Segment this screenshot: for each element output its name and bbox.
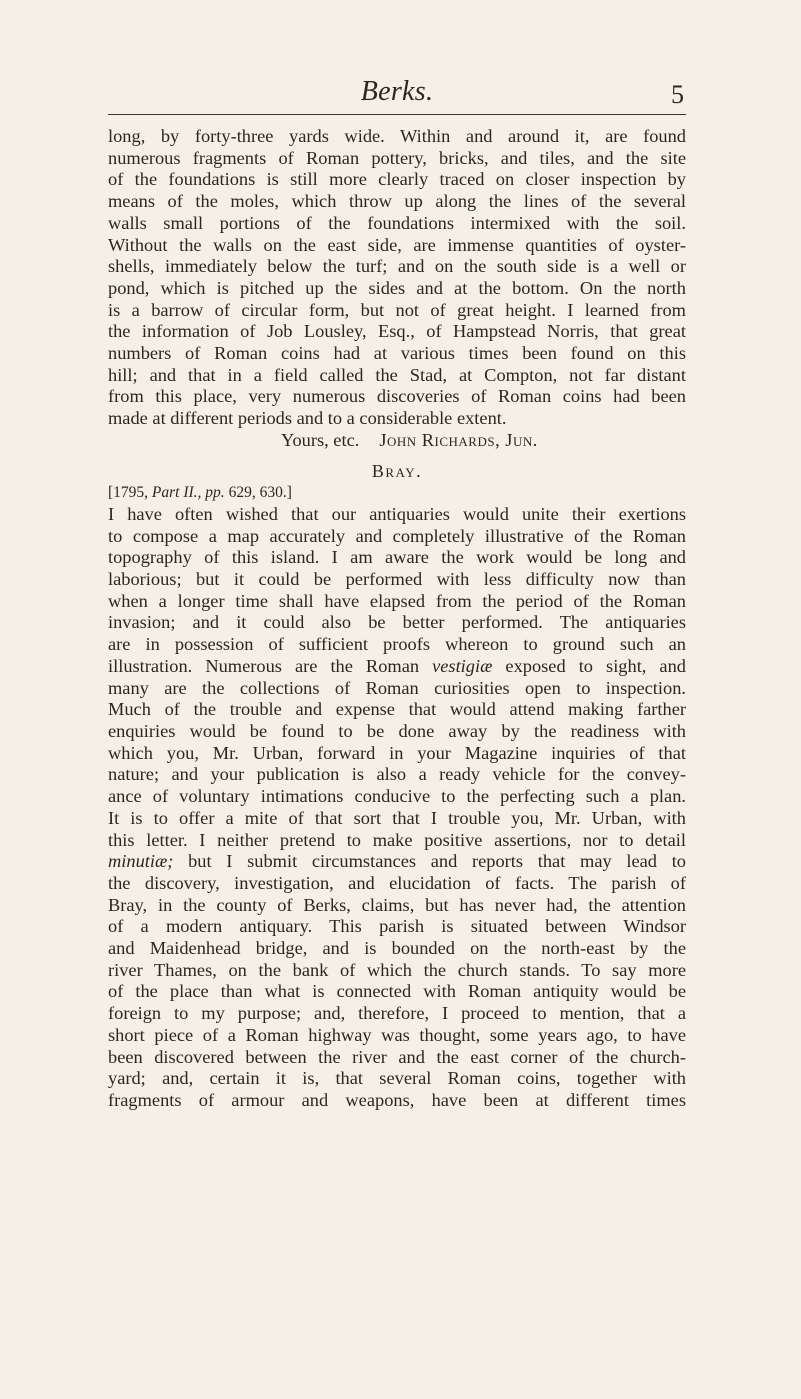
text-line: Bray, in the county of Berks, claims, but has never had, the attention	[108, 894, 686, 915]
vestigiae-after: exposed to sight, and	[492, 655, 686, 676]
page-header	[108, 74, 686, 115]
text-line: of a modern antiquary. This parish is situated between Windsor	[108, 916, 686, 937]
text-line: of the place than what is connected with Roman antiquity would be	[108, 981, 686, 1002]
signature-name: John Richards, Jun.	[379, 429, 538, 450]
text-line: fragments of armour and weapons, have been at different times	[108, 1089, 686, 1110]
text-line: many are the collections of Roman curiosities open to inspection.	[108, 677, 686, 698]
text-line: and Maidenhead bridge, and is bounded on the north-east by the	[108, 938, 686, 959]
text-line: laborious; but it could be performed with less difficulty now than	[108, 569, 686, 590]
text-line: when a longer time shall have elapsed from the period of the Roman	[108, 590, 686, 611]
text-line: which you, Mr. Urban, forward in your Magazine inquiries of that	[108, 742, 686, 763]
vestigiae-before: illustration. Numerous are the Roman	[108, 655, 433, 676]
citation-suffix: 629, 630.]	[224, 484, 292, 502]
text-line: numerous fragments of Roman pottery, bricks, and tiles, and the site	[108, 147, 686, 168]
paragraph-richards-letter	[108, 126, 686, 430]
text-line: foreign to my purpose; and, therefore, I proceed to mention, that a	[108, 1003, 686, 1024]
text-line: the discovery, investigation, and elucidation of facts. The parish of	[108, 872, 686, 893]
minutiae-after: but I submit circumstances and reports that may lead to	[173, 851, 686, 872]
text-line: I have often wished that our antiquaries would unite their exertions	[108, 503, 686, 524]
text-line: to compose a map accurately and completely illustrative of the Roman	[108, 525, 686, 546]
text-line: river Thames, on the bank of which the church stands. To say more	[108, 959, 686, 980]
text-line: pond, which is pitched up the sides and at the bottom. On the north	[108, 277, 686, 298]
text-line: Much of the trouble and expense that would attend making farther	[108, 699, 686, 720]
text-line: from this place, very numerous discoveries of Roman coins had been	[108, 386, 686, 407]
citation-part: Part II., pp.	[151, 484, 225, 502]
text-line: nature; and your publication is also a ready vehicle for the convey-	[108, 764, 686, 785]
text-line	[108, 851, 686, 873]
text-line: Without the walls on the east side, are immense quantities of oyster-	[108, 234, 686, 255]
text-line: hill; and that in a field called the Stad, at Compton, not far distant	[108, 364, 686, 385]
page-body	[108, 126, 686, 1112]
text-line: ance of voluntary intimations conducive to the perfecting such a plan.	[108, 786, 686, 807]
section-heading: Bray.	[371, 460, 423, 481]
text-line: been discovered between the river and the east corner of the church-	[108, 1046, 686, 1067]
text-line	[108, 656, 686, 678]
vestigiae-word: vestigiæ	[432, 655, 493, 676]
text-line: shells, immediately below the turf; and on the south side is a well or	[108, 256, 686, 277]
text-line: yard; and, certain it is, that several Roman coins, together with	[108, 1068, 686, 1089]
text-line: numbers of Roman coins had at various times been found on this	[108, 343, 686, 364]
text-line: short piece of a Roman highway was thought, some years ago, to have	[108, 1024, 686, 1045]
text-line: invasion; and it could also be better performed. The antiquaries	[108, 612, 686, 633]
text-line: enquiries would be found to be done away by the readiness with	[108, 720, 686, 741]
running-title: Berks.	[360, 76, 434, 107]
page-number: 5	[671, 80, 684, 109]
signature-closing: Yours, etc.	[281, 429, 360, 450]
text-line: means of the moles, which throw up along the lines of the several	[108, 191, 686, 212]
text-line: topography of this island. I am aware the work would be long and	[108, 547, 686, 568]
section-citation	[108, 482, 686, 504]
text-line: the information of Job Lousley, Esq., of Hampstead Norris, that great	[108, 321, 686, 342]
signature	[281, 430, 686, 452]
text-line: is a barrow of circular form, but not of great height. I learned from	[108, 299, 686, 320]
text-line: this letter. I neither pretend to make positive assertions, nor to detail	[108, 829, 686, 850]
text-line: of the foundations is still more clearly traced on closer inspection by	[108, 169, 686, 190]
text-line: are in possession of sufficient proofs whereon to ground such an	[108, 634, 686, 655]
text-line: It is to offer a mite of that sort that I trouble you, Mr. Urban, with	[108, 807, 686, 828]
minutiae-word: minutiæ;	[108, 851, 174, 872]
citation-prefix: [1795,	[108, 484, 152, 502]
text-line: made at different periods and to a considerable extent.	[108, 408, 507, 429]
text-line: long, by forty-three yards wide. Within and around it, are found	[108, 126, 686, 146]
paragraph-bray-letter	[108, 504, 686, 1112]
text-line: walls small portions of the foundations intermixed with the soil.	[108, 212, 686, 233]
